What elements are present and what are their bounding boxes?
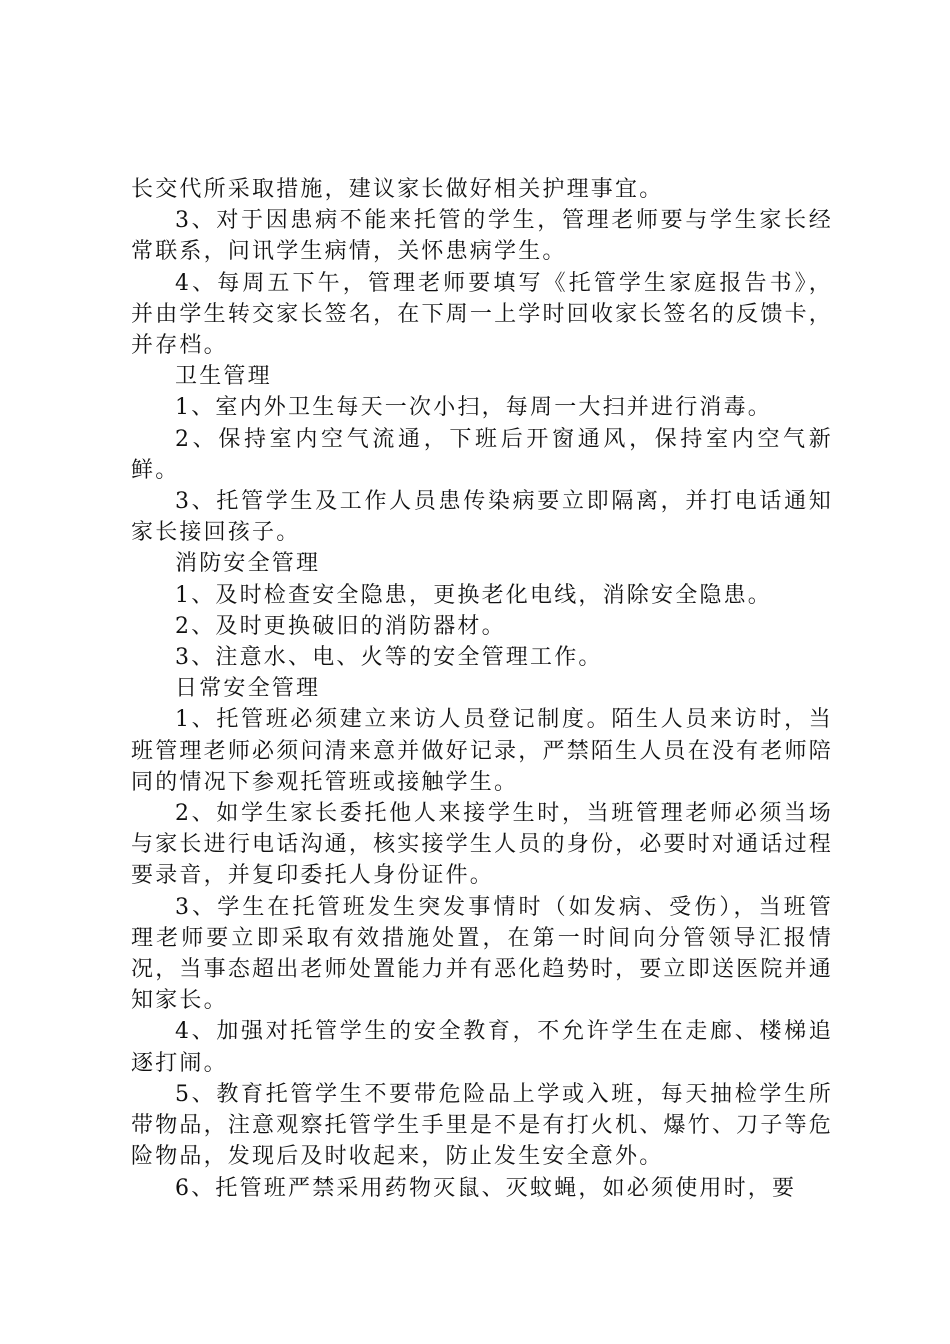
document-body: [131, 174, 833, 1204]
section-heading-daily-safety: 日常安全管理: [175, 676, 321, 702]
paragraph-item: 3、托管学生及工作人员患传染病要立即隔离，并打电话通知家长接回孩子。: [131, 489, 833, 546]
paragraph-item: 3、对于因患病不能来托管的学生，管理老师要与学生家长经常联系，问讯学生病情，关怀患病学生。: [131, 208, 833, 265]
paragraph-item: 2、及时更换破旧的消防器材。: [175, 613, 506, 639]
paragraph-item: 2、如学生家长委托他人来接学生时，当班管理老师必须当场与家长进行电话沟通，核实接学生人员的身份，必要时对通话过程要录音，并复印委托人身份证件。: [131, 801, 833, 889]
paragraph-item: 3、注意水、电、火等的安全管理工作。: [175, 645, 603, 671]
paragraph-item: 6、托管班严禁采用药物灭鼠、灭蚊蝇，如必须使用时，要: [175, 1175, 797, 1201]
paragraph-item: 3、学生在托管班发生突发事情时（如发病、受伤），当班管理老师要立即采取有效措施处置，在第一时间向分管领导汇报情况，当事态超出老师处置能力并有恶化趋势时，要立即送医院并通知家长。: [131, 894, 833, 1014]
paragraph-item: 1、托管班必须建立来访人员登记制度。陌生人员来访时，当班管理老师必须问清来意并做好记录，严禁陌生人员在没有老师陪同的情况下参观托管班或接触学生。: [131, 707, 833, 795]
paragraph-item: 1、室内外卫生每天一次小扫，每周一大扫并进行消毒。: [175, 395, 772, 421]
paragraph-continuation: 长交代所采取措施，建议家长做好相关护理事宜。: [131, 177, 664, 202]
paragraph-item: 5、教育托管学生不要带危险品上学或入班，每天抽检学生所带物品，注意观察托管学生手里是不是有打火机、爆竹、刀子等危险物品，发现后及时收起来，防止发生安全意外。: [131, 1081, 833, 1170]
paragraph-item: 1、及时检查安全隐患，更换老化电线，消除安全隐患。: [175, 582, 772, 608]
paragraph-item: 2、保持室内空气流通，下班后开窗通风，保持室内空气新鲜。: [131, 426, 833, 483]
paragraph-item: 4、每周五下午，管理老师要填写《托管学生家庭报告书》，并由学生转交家长签名，在下周一上学时回收家长签名的反馈卡，并存档。: [131, 270, 833, 359]
paragraph-item: 4、加强对托管学生的安全教育，不允许学生在走廊、楼梯追逐打闹。: [131, 1019, 833, 1076]
section-heading-hygiene: 卫生管理: [175, 364, 272, 390]
section-heading-fire-safety: 消防安全管理: [175, 551, 321, 577]
